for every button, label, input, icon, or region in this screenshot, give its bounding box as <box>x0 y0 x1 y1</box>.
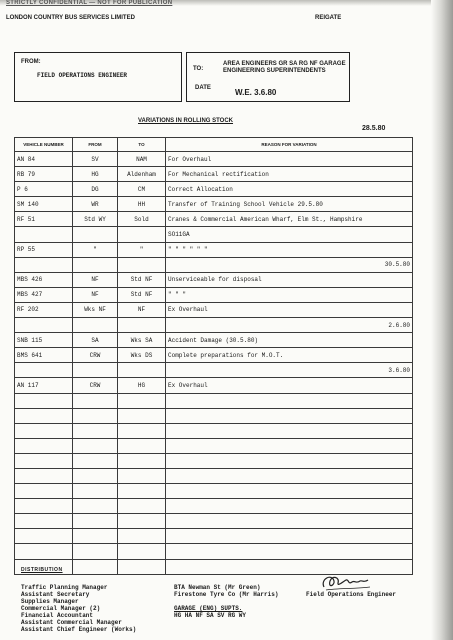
distribution-item: Financial Accountant <box>21 612 94 619</box>
reason-cell: 30.5.80 <box>166 257 413 272</box>
distribution-item: Commercial Manager (2) <box>21 605 101 612</box>
reason-cell: Cranes & Commercial American Wharf, Elm St., Hampshire <box>166 212 413 227</box>
table-row-empty <box>15 529 413 544</box>
table-row <box>15 287 413 302</box>
empty-cell <box>15 393 73 408</box>
from-cell: HG <box>73 167 118 182</box>
table-row <box>15 227 413 242</box>
empty-cell <box>15 423 73 438</box>
vehicle-number-cell: AN 84 <box>15 152 73 167</box>
signature-image <box>318 571 378 593</box>
table-row <box>15 152 413 167</box>
distribution-item: Supplies Manager <box>21 598 79 605</box>
scan-edge-shadow <box>431 0 453 640</box>
from-cell: Std WY <box>73 212 118 227</box>
empty-cell <box>15 529 73 544</box>
vehicle-number-cell: RP 55 <box>15 242 73 257</box>
table-row-empty <box>15 499 413 514</box>
to-cell <box>118 318 166 333</box>
table-row <box>15 242 413 257</box>
distribution-label: DISTRIBUTION <box>21 567 63 573</box>
empty-cell <box>166 484 413 499</box>
empty-cell <box>118 408 166 423</box>
to-cell: " <box>118 242 166 257</box>
spacer <box>174 598 314 605</box>
empty-cell <box>118 453 166 468</box>
from-cell: WR <box>73 197 118 212</box>
to-cell: Wks SA <box>118 333 166 348</box>
empty-cell <box>73 468 118 483</box>
empty-cell <box>166 529 413 544</box>
distribution-item: Traffic Planning Manager <box>21 584 108 591</box>
reason-cell: Correct Allocation <box>166 182 413 197</box>
to-cell <box>118 227 166 242</box>
to-cell: HH <box>118 197 166 212</box>
report-date: 28.5.80 <box>362 125 386 132</box>
empty-cell <box>73 544 118 559</box>
vehicle-number-cell <box>15 318 73 333</box>
reason-cell: 3.6.80 <box>166 363 413 378</box>
variations-table <box>14 137 413 575</box>
vehicle-number-cell: RF 202 <box>15 302 73 317</box>
empty-cell <box>166 499 413 514</box>
to-cell: Aldenham <box>118 167 166 182</box>
empty-cell <box>73 559 118 574</box>
to-cell <box>118 257 166 272</box>
from-cell: CRW <box>73 378 118 393</box>
vehicle-number-cell <box>15 363 73 378</box>
empty-cell <box>73 438 118 453</box>
to-cell: Sold <box>118 212 166 227</box>
to-label: TO: <box>193 66 204 72</box>
distribution-item: Assistant Commercial Manager <box>21 619 122 626</box>
table-row <box>15 212 413 227</box>
empty-cell <box>73 499 118 514</box>
empty-cell <box>73 453 118 468</box>
reason-cell: " " " <box>166 287 413 302</box>
garage-supts-codes: HG HA NF SA SV RG WY <box>174 612 247 619</box>
empty-cell <box>15 514 73 529</box>
empty-cell <box>15 468 73 483</box>
empty-cell <box>166 468 413 483</box>
vehicle-number-cell: MBS 427 <box>15 287 73 302</box>
signer-title: Field Operations Engineer <box>306 591 397 598</box>
header-reason: REASON FOR VARIATION <box>166 138 413 152</box>
empty-cell <box>118 468 166 483</box>
distribution-item: Assistant Chief Engineer (Works) <box>21 626 137 633</box>
table-row <box>15 257 413 272</box>
empty-cell <box>166 423 413 438</box>
empty-cell <box>73 514 118 529</box>
header-vehicle-number: VEHICLE NUMBER <box>15 138 73 152</box>
from-label: FROM: <box>21 59 41 65</box>
empty-cell <box>73 484 118 499</box>
from-cell: " <box>73 242 118 257</box>
header-to: TO <box>118 138 166 152</box>
reason-cell: For Mechanical rectification <box>166 167 413 182</box>
reason-cell: SO11GA <box>166 227 413 242</box>
empty-cell <box>118 499 166 514</box>
from-cell <box>73 257 118 272</box>
empty-cell <box>15 408 73 423</box>
reason-cell: Ex Overhaul <box>166 302 413 317</box>
table-row-empty <box>15 468 413 483</box>
from-cell: SV <box>73 152 118 167</box>
distribution-list-left <box>21 584 171 633</box>
vehicle-number-cell <box>15 257 73 272</box>
company-name: LONDON COUNTRY BUS SERVICES LIMITED <box>6 15 135 21</box>
to-cell: HG <box>118 378 166 393</box>
empty-cell <box>118 559 166 574</box>
empty-cell <box>15 499 73 514</box>
distribution-item: Assistant Secretary <box>21 591 90 598</box>
distribution-mid-items <box>174 584 314 598</box>
to-box <box>186 52 350 102</box>
table-row <box>15 348 413 363</box>
table-row-empty <box>15 484 413 499</box>
distribution-item: Firestone Tyre Co (Mr Harris) <box>174 591 279 598</box>
empty-cell <box>15 484 73 499</box>
empty-cell <box>15 544 73 559</box>
table-row <box>15 363 413 378</box>
vehicle-number-cell: RF 51 <box>15 212 73 227</box>
date-label: DATE <box>195 85 211 91</box>
from-cell: NF <box>73 287 118 302</box>
vehicle-number-cell: BMS 641 <box>15 348 73 363</box>
to-cell: CM <box>118 182 166 197</box>
garage-supts-heading: GARAGE (ENG) SUPTS. <box>174 605 243 612</box>
header-from: FROM <box>73 138 118 152</box>
empty-cell <box>166 438 413 453</box>
vehicle-number-cell: P 6 <box>15 182 73 197</box>
from-cell <box>73 363 118 378</box>
empty-cell <box>166 393 413 408</box>
reason-cell: For Overhaul <box>166 152 413 167</box>
empty-cell <box>73 529 118 544</box>
reason-cell: Complete preparations for M.O.T. <box>166 348 413 363</box>
empty-cell <box>15 453 73 468</box>
empty-cell <box>166 514 413 529</box>
table-row <box>15 167 413 182</box>
empty-cell <box>15 438 73 453</box>
vehicle-number-cell: SNB 115 <box>15 333 73 348</box>
empty-cell <box>73 408 118 423</box>
reason-cell: 2.6.80 <box>166 318 413 333</box>
reason-cell: Ex Overhaul <box>166 378 413 393</box>
distribution-item: BTA Newman St (Mr Green) <box>174 584 261 591</box>
empty-cell <box>73 393 118 408</box>
to-cell: Wks DS <box>118 348 166 363</box>
confidential-banner: STRICTLY CONFIDENTIAL — NOT FOR PUBLICATION <box>6 0 173 6</box>
empty-cell <box>118 514 166 529</box>
reason-cell: " " " " " " <box>166 242 413 257</box>
vehicle-number-cell: SM 140 <box>15 197 73 212</box>
empty-cell <box>166 453 413 468</box>
document-title: VARIATIONS IN ROLLING STOCK <box>138 118 234 124</box>
to-cell <box>118 363 166 378</box>
to-cell: Std NF <box>118 272 166 287</box>
vehicle-number-cell <box>15 227 73 242</box>
from-cell: CRW <box>73 348 118 363</box>
empty-cell <box>118 529 166 544</box>
from-box <box>14 52 182 102</box>
to-cell: Std NF <box>118 287 166 302</box>
empty-cell <box>166 408 413 423</box>
table-row <box>15 272 413 287</box>
table-row <box>15 318 413 333</box>
distribution-list-mid <box>174 584 314 619</box>
table-row-empty <box>15 423 413 438</box>
table-row <box>15 302 413 317</box>
from-cell: DG <box>73 182 118 197</box>
table-row-empty <box>15 514 413 529</box>
table-body <box>15 152 413 575</box>
table-row <box>15 182 413 197</box>
vehicle-number-cell: RB 79 <box>15 167 73 182</box>
from-cell: SA <box>73 333 118 348</box>
empty-cell <box>118 438 166 453</box>
empty-cell <box>118 393 166 408</box>
table-row <box>15 333 413 348</box>
to-cell: NAM <box>118 152 166 167</box>
reason-cell: Transfer of Training School Vehicle 29.5.80 <box>166 197 413 212</box>
table-row <box>15 378 413 393</box>
to-cell: NF <box>118 302 166 317</box>
to-value: AREA ENGINEERS GR SA RG NF GARAGE ENGINEERING SUPERINTENDENTS <box>223 61 346 74</box>
table-row-empty <box>15 408 413 423</box>
date-value: W.E. 3.6.80 <box>235 88 277 97</box>
table-row-empty <box>15 438 413 453</box>
depot-name: REIGATE <box>315 15 342 21</box>
empty-cell <box>73 423 118 438</box>
from-value: FIELD OPERATIONS ENGINEER <box>37 72 128 79</box>
empty-cell <box>118 544 166 559</box>
from-cell: NF <box>73 272 118 287</box>
empty-cell <box>166 544 413 559</box>
table-row <box>15 197 413 212</box>
table-row-empty <box>15 453 413 468</box>
from-cell: Wks NF <box>73 302 118 317</box>
reason-cell: Unserviceable for disposal <box>166 272 413 287</box>
vehicle-number-cell: MBS 426 <box>15 272 73 287</box>
from-cell <box>73 318 118 333</box>
empty-cell <box>118 423 166 438</box>
table-row-empty <box>15 544 413 559</box>
table-row-empty <box>15 393 413 408</box>
reason-cell: Accident Damage (30.5.80) <box>166 333 413 348</box>
table-header-row <box>15 138 413 152</box>
vehicle-number-cell: AN 117 <box>15 378 73 393</box>
from-cell <box>73 227 118 242</box>
empty-cell <box>118 484 166 499</box>
